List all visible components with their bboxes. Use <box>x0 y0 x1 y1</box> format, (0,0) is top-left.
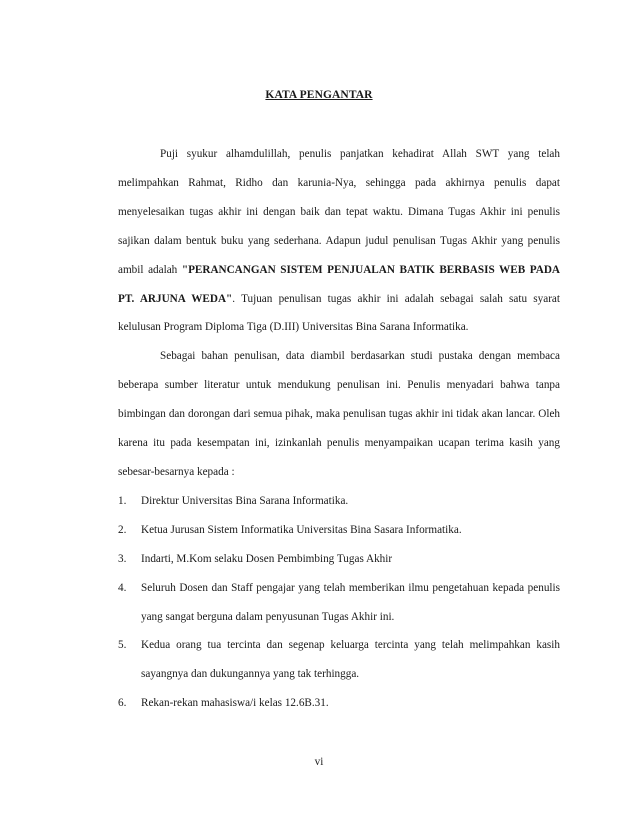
page-title: KATA PENGANTAR <box>265 89 373 101</box>
paragraph-intro-text-2: . Tujuan penulisan tugas akhir ini adalah sebagai salah satu syarat kelulusan Program Diploma Tiga (D.III) Universitas Bina Sarana Informatika. <box>118 292 560 334</box>
list-item <box>118 487 560 516</box>
list-item-number: 1. <box>118 494 127 507</box>
list-item <box>118 516 560 545</box>
list-item-text: Indarti, M.Kom selaku Dosen Pembimbing Tugas Akhir <box>141 552 393 565</box>
list-item-text: Direktur Universitas Bina Sarana Informatika. <box>141 494 349 507</box>
acknowledgement-list <box>118 487 560 718</box>
list-item-number: 3. <box>118 552 127 565</box>
list-item <box>118 689 560 718</box>
paragraph-intro-text-1: Puji syukur alhamdulillah, penulis panjatkan kehadirat Allah SWT yang telah melimpahkan Rahmat, Ridho dan karunia-Nya, sehingga pada akhirnya penulis dapat menyelesaikan tugas akhir ini dengan baik dan tepat waktu. Dimana Tugas Akhir ini penulis sajikan dalam bentuk buku yang sederhana. Adapun judul penulisan Tugas Akhir yang penulis ambil adalah <box>118 148 560 276</box>
list-item-text: Rekan-rekan mahasiswa/i kelas 12.6B.31. <box>141 697 329 710</box>
document-body <box>118 140 560 718</box>
list-item-text: Seluruh Dosen dan Staff pengajar yang telah memberikan ilmu pengetahuan kepada penulis yang sangat berguna dalam penyusunan Tugas Akhir ini. <box>141 581 560 623</box>
list-item <box>118 574 560 632</box>
list-item-text: Kedua orang tua tercinta dan segenap keluarga tercinta yang telah melimpahkan kasih sayangnya dan dukungannya yang tak terhingga. <box>141 639 560 681</box>
list-item-number: 4. <box>118 581 127 594</box>
list-item <box>118 631 560 689</box>
thesis-title: "PERANCANGAN SISTEM PENJUALAN BATIK BERBASIS WEB PADA PT. ARJUNA WEDA" <box>118 263 561 305</box>
paragraph-method: Sebagai bahan penulisan, data diambil berdasarkan studi pustaka dengan membaca beberapa sumber literatur untuk mendukung penulisan ini. Penulis menyadari bahwa tanpa bimbingan dan dorongan dari semua pihak, maka penulisan tugas akhir ini tidak akan lancar. Oleh karena itu pada kesempatan ini, izinkanlah penulis menyampaikan ucapan terima kasih yang sebesar-besarnya kepada : <box>118 350 560 478</box>
paragraph-intro <box>118 140 560 342</box>
list-item-text: Ketua Jurusan Sistem Informatika Universitas Bina Sasara Informatika. <box>141 523 462 536</box>
list-item-number: 2. <box>118 523 127 536</box>
list-item-number: 6. <box>118 697 127 710</box>
list-item <box>118 545 560 574</box>
list-item-number: 5. <box>118 639 127 652</box>
page-number: vi <box>314 756 324 768</box>
